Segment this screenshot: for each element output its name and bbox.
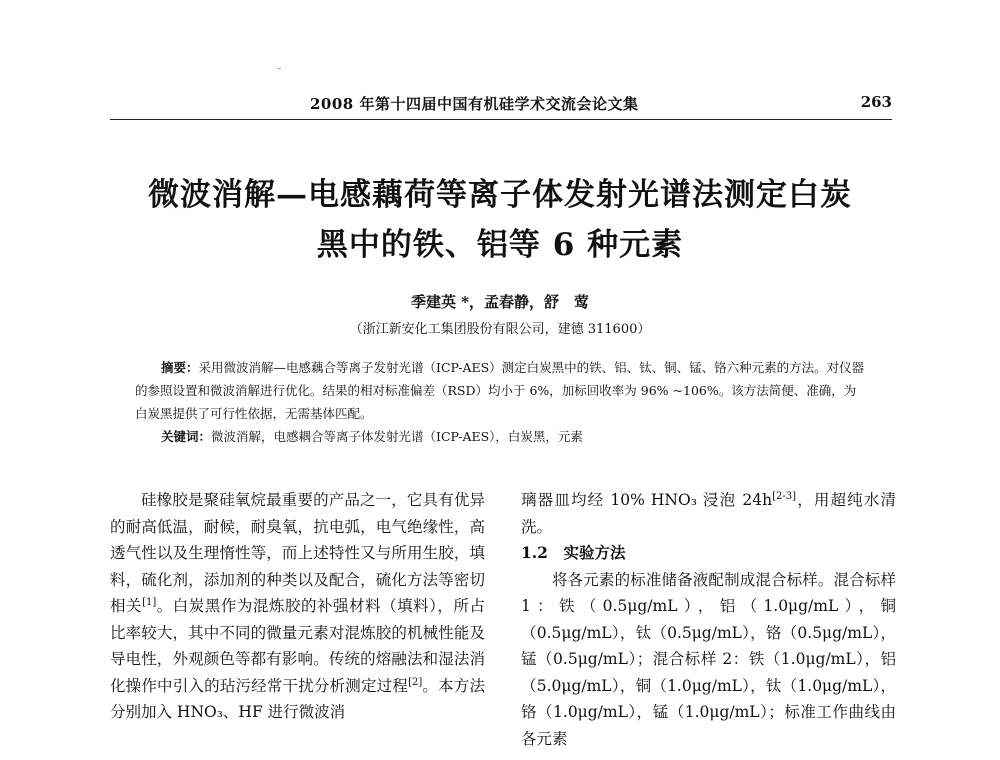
journal-title: 2008 年第十四届中国有机硅学术交流会论文集 [310,95,639,113]
title-line-2: 黑中的铁、铝等 6 种元素 [316,227,684,263]
continued-paragraph [521,487,896,540]
abstract-label: 摘要： [161,360,199,375]
abstract-block [135,356,865,448]
citation-3: [2-3] [772,490,797,502]
body-column-left [110,487,485,726]
abstract-text: 采用微波消解—电感藕合等离子发射光谱（ICP-AES）测定白炭黑中的铁、铝、钛、铜、锰、铬六种元素的方法。对仪器的参照设置和微波消解进行优化。结果的相对标准偏差（RSD）均小于 6%，加标回收率为 96% ~106%。该方法简便、准确，为白炭黑提供了可行性依据，无需基体匹配。 [135,360,865,421]
running-header [110,93,892,120]
title-line-1: 微波消解—电感藕荷等离子体发射光谱法测定白炭 [148,177,852,213]
scan-speck [278,68,281,69]
intro-text-b: 。白炭黑作为混炼胶的补强材料（填料），所占比率较大，其中不同的微量元素对混炼胶的机械性能及导电性，外观颜色等都有影响。传统的熔融法和湿法消化操作中引入的玷污经常干扰分析测定过程 [110,597,485,695]
abstract [135,356,865,425]
section-heading-1-2: 1.2 实验方法 [521,543,626,562]
method-paragraph: 将各元素的标准储备液配制成混合标样。混合标样 1：铁（0.5μg/mL），铝（1.0μg/mL），铜（0.5μg/mL），钛（0.5μg/mL），铬（0.5μg/mL），锰（0.5μg/mL）；混合标样 2：铁（1.0μg/mL），铝（5.0μg/mL），铜（1.0μg/mL），钛（1.0μg/mL），铬（1.0μg/mL），锰（1.0μg/mL）；标准工作曲线由各元素 [521,570,896,748]
continued-text-b: ，用超纯水清洗。 [521,491,896,536]
affiliation: （浙江新安化工集团股份有限公司，建德 311600） [349,322,651,337]
keywords-label: 关键词： [161,429,212,444]
paper-title [60,170,940,270]
page-number: 263 [860,93,892,111]
body-column-right [521,487,896,752]
citation-2: [2] [408,676,423,688]
authors: 季建英 *，孟春静，舒 莺 [410,293,590,311]
citation-1: [1] [142,596,157,608]
intro-text-a: 硅橡胶是聚硅氧烷最重要的产品之一，它具有优异的耐高低温，耐候，耐臭氧，抗电弧，电气绝缘性，高透气性以及生理惰性等，而上述特性又与所用生胶，填料，硫化剂，添加剂的种类以及配合，硫化方法等密切相关 [110,491,485,615]
intro-text-c: 。本方法分别加入 HNO₃、HF 进行微波消 [110,676,485,721]
intro-paragraph [110,487,485,726]
continued-text-a: 璃器皿均经 10% HNO₃ 浸泡 24h [521,491,773,509]
keywords-text: 微波消解，电感耦合等离子体发射光谱（ICP-AES），白炭黑，元素 [211,429,583,444]
keywords [135,425,865,448]
